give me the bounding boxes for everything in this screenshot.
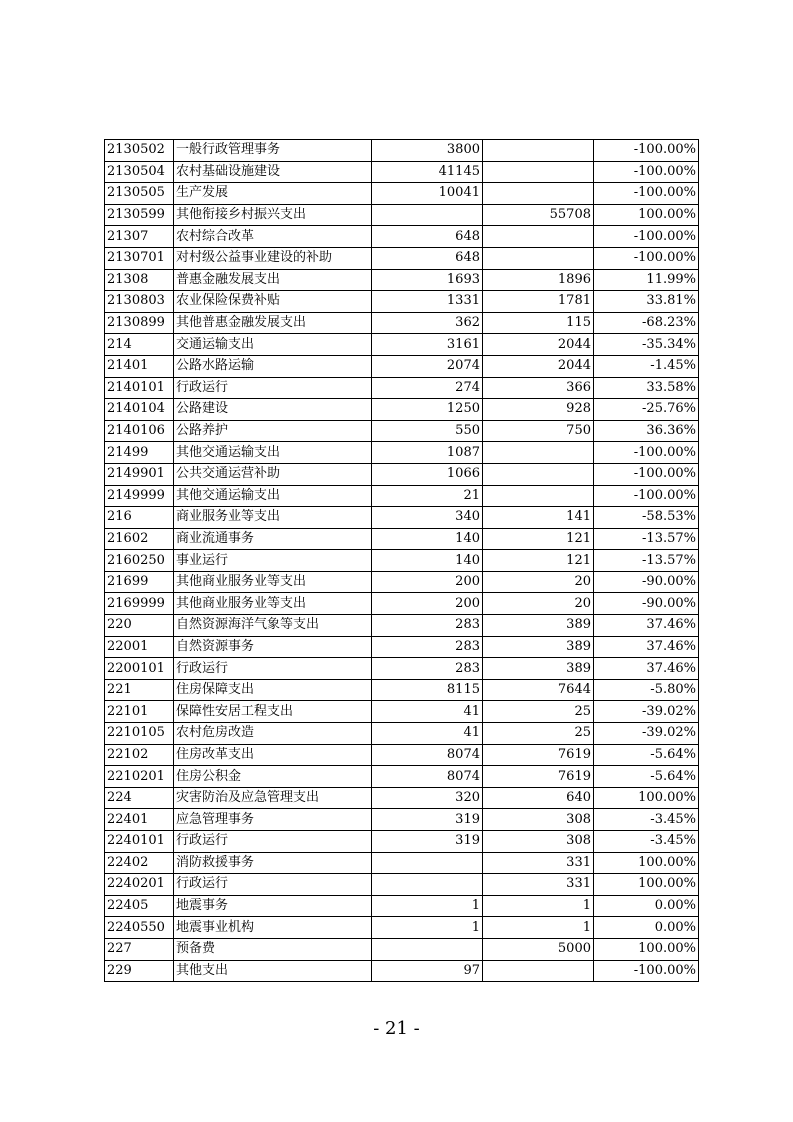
- table-row: [105, 528, 699, 550]
- cell-amount-b: [483, 140, 594, 162]
- cell-name: 保障性安居工程支出: [174, 701, 372, 723]
- table-row: [105, 291, 699, 313]
- cell-amount-a: 319: [372, 831, 483, 853]
- cell-name: 住房公积金: [174, 766, 372, 788]
- cell-amount-a: 3800: [372, 140, 483, 162]
- cell-change-pct: 0.00%: [594, 917, 699, 939]
- cell-change-pct: 36.36%: [594, 420, 699, 442]
- cell-code: 21308: [105, 269, 174, 291]
- cell-change-pct: -13.57%: [594, 528, 699, 550]
- cell-name: 公路养护: [174, 420, 372, 442]
- cell-code: 21307: [105, 226, 174, 248]
- cell-amount-a: 362: [372, 312, 483, 334]
- cell-change-pct: -68.23%: [594, 312, 699, 334]
- cell-name: 行政运行: [174, 874, 372, 896]
- cell-name: 其他商业服务业等支出: [174, 593, 372, 615]
- cell-name: 消防救援事务: [174, 852, 372, 874]
- cell-code: 22405: [105, 895, 174, 917]
- cell-amount-b: 389: [483, 615, 594, 637]
- cell-amount-b: 5000: [483, 938, 594, 960]
- cell-code: 2149901: [105, 463, 174, 485]
- cell-amount-a: 41: [372, 723, 483, 745]
- cell-change-pct: -100.00%: [594, 183, 699, 205]
- cell-name: 农村危房改造: [174, 723, 372, 745]
- cell-amount-b: [483, 442, 594, 464]
- cell-name: 商业服务业等支出: [174, 507, 372, 529]
- cell-change-pct: -58.53%: [594, 507, 699, 529]
- cell-amount-b: 1: [483, 917, 594, 939]
- table-row: [105, 507, 699, 529]
- cell-amount-a: 140: [372, 528, 483, 550]
- cell-name: 公路水路运输: [174, 355, 372, 377]
- cell-code: 2130599: [105, 204, 174, 226]
- cell-name: 一般行政管理事务: [174, 140, 372, 162]
- cell-amount-b: 121: [483, 528, 594, 550]
- cell-amount-a: 41: [372, 701, 483, 723]
- cell-amount-b: 20: [483, 571, 594, 593]
- cell-code: 2130505: [105, 183, 174, 205]
- cell-amount-a: [372, 874, 483, 896]
- cell-amount-a: 21: [372, 485, 483, 507]
- table-row: [105, 442, 699, 464]
- table-row: [105, 247, 699, 269]
- cell-change-pct: -3.45%: [594, 809, 699, 831]
- cell-amount-b: 928: [483, 399, 594, 421]
- cell-change-pct: 37.46%: [594, 615, 699, 637]
- cell-change-pct: -3.45%: [594, 831, 699, 853]
- cell-code: 220: [105, 615, 174, 637]
- cell-change-pct: -39.02%: [594, 723, 699, 745]
- table-row: [105, 636, 699, 658]
- cell-name: 公共交通运营补助: [174, 463, 372, 485]
- cell-code: 2130502: [105, 140, 174, 162]
- cell-amount-a: 97: [372, 960, 483, 982]
- cell-change-pct: -39.02%: [594, 701, 699, 723]
- cell-change-pct: 100.00%: [594, 874, 699, 896]
- cell-code: 214: [105, 334, 174, 356]
- cell-name: 行政运行: [174, 377, 372, 399]
- table-row: [105, 485, 699, 507]
- cell-name: 灾害防治及应急管理支出: [174, 787, 372, 809]
- cell-change-pct: -35.34%: [594, 334, 699, 356]
- cell-code: 2149999: [105, 485, 174, 507]
- cell-change-pct: -100.00%: [594, 161, 699, 183]
- cell-name: 地震事业机构: [174, 917, 372, 939]
- table-row: [105, 204, 699, 226]
- cell-amount-b: 7619: [483, 766, 594, 788]
- cell-amount-a: [372, 852, 483, 874]
- cell-change-pct: 100.00%: [594, 204, 699, 226]
- cell-amount-b: 7619: [483, 744, 594, 766]
- cell-code: 2140104: [105, 399, 174, 421]
- cell-amount-a: 1331: [372, 291, 483, 313]
- cell-name: 交通运输支出: [174, 334, 372, 356]
- table-row: [105, 355, 699, 377]
- cell-code: 2140106: [105, 420, 174, 442]
- cell-amount-a: 283: [372, 636, 483, 658]
- table-row: [105, 377, 699, 399]
- cell-change-pct: 100.00%: [594, 852, 699, 874]
- cell-name: 农业保险保费补贴: [174, 291, 372, 313]
- table-row: [105, 938, 699, 960]
- cell-amount-b: 1896: [483, 269, 594, 291]
- table-row: [105, 852, 699, 874]
- cell-amount-b: 331: [483, 852, 594, 874]
- cell-code: 2160250: [105, 550, 174, 572]
- cell-change-pct: -13.57%: [594, 550, 699, 572]
- cell-name: 行政运行: [174, 831, 372, 853]
- cell-amount-a: 1066: [372, 463, 483, 485]
- cell-amount-b: 750: [483, 420, 594, 442]
- cell-amount-a: 10041: [372, 183, 483, 205]
- cell-change-pct: -100.00%: [594, 140, 699, 162]
- cell-change-pct: -100.00%: [594, 442, 699, 464]
- cell-amount-b: [483, 463, 594, 485]
- cell-code: 2240550: [105, 917, 174, 939]
- cell-amount-b: [483, 485, 594, 507]
- cell-amount-b: 366: [483, 377, 594, 399]
- cell-amount-a: 340: [372, 507, 483, 529]
- table-row: [105, 226, 699, 248]
- table-row: [105, 399, 699, 421]
- cell-change-pct: -100.00%: [594, 226, 699, 248]
- cell-change-pct: -5.64%: [594, 766, 699, 788]
- cell-amount-b: 55708: [483, 204, 594, 226]
- cell-code: 2210105: [105, 723, 174, 745]
- table-row: [105, 615, 699, 637]
- cell-amount-b: 1781: [483, 291, 594, 313]
- table-row: [105, 334, 699, 356]
- cell-code: 21499: [105, 442, 174, 464]
- cell-code: 229: [105, 960, 174, 982]
- cell-code: 2240201: [105, 874, 174, 896]
- cell-amount-a: 1: [372, 895, 483, 917]
- cell-amount-a: 648: [372, 226, 483, 248]
- cell-code: 221: [105, 679, 174, 701]
- cell-amount-b: 20: [483, 593, 594, 615]
- table-row: [105, 809, 699, 831]
- cell-change-pct: -100.00%: [594, 485, 699, 507]
- cell-amount-b: 2044: [483, 355, 594, 377]
- cell-change-pct: -100.00%: [594, 247, 699, 269]
- cell-code: 2130504: [105, 161, 174, 183]
- cell-name: 预备费: [174, 938, 372, 960]
- cell-change-pct: -5.80%: [594, 679, 699, 701]
- cell-name: 其他普惠金融发展支出: [174, 312, 372, 334]
- table-row: [105, 787, 699, 809]
- cell-code: 2130701: [105, 247, 174, 269]
- cell-amount-b: [483, 183, 594, 205]
- cell-amount-a: [372, 938, 483, 960]
- cell-amount-a: 8115: [372, 679, 483, 701]
- cell-name: 其他商业服务业等支出: [174, 571, 372, 593]
- table-row: [105, 895, 699, 917]
- cell-amount-a: 8074: [372, 744, 483, 766]
- cell-name: 地震事务: [174, 895, 372, 917]
- table-row: [105, 744, 699, 766]
- table-row: [105, 917, 699, 939]
- cell-amount-b: 308: [483, 809, 594, 831]
- cell-amount-b: 25: [483, 723, 594, 745]
- table-row: [105, 161, 699, 183]
- cell-amount-a: 319: [372, 809, 483, 831]
- table-row: [105, 269, 699, 291]
- table-row: [105, 679, 699, 701]
- cell-amount-b: 308: [483, 831, 594, 853]
- cell-name: 行政运行: [174, 658, 372, 680]
- cell-code: 22402: [105, 852, 174, 874]
- cell-amount-b: [483, 960, 594, 982]
- cell-code: 227: [105, 938, 174, 960]
- budget-table: [104, 139, 699, 982]
- cell-amount-a: 648: [372, 247, 483, 269]
- cell-name: 农村综合改革: [174, 226, 372, 248]
- cell-code: 2240101: [105, 831, 174, 853]
- cell-change-pct: 33.58%: [594, 377, 699, 399]
- table-row: [105, 463, 699, 485]
- cell-change-pct: 37.46%: [594, 636, 699, 658]
- cell-amount-a: 1087: [372, 442, 483, 464]
- cell-code: 21699: [105, 571, 174, 593]
- cell-code: 2130803: [105, 291, 174, 313]
- cell-amount-a: 200: [372, 593, 483, 615]
- cell-change-pct: -100.00%: [594, 960, 699, 982]
- table-row: [105, 312, 699, 334]
- table-row: [105, 766, 699, 788]
- cell-amount-a: 8074: [372, 766, 483, 788]
- cell-name: 自然资源海洋气象等支出: [174, 615, 372, 637]
- cell-name: 其他衔接乡村振兴支出: [174, 204, 372, 226]
- cell-amount-a: 550: [372, 420, 483, 442]
- cell-name: 其他支出: [174, 960, 372, 982]
- cell-code: 216: [105, 507, 174, 529]
- table-row: [105, 140, 699, 162]
- table-row: [105, 701, 699, 723]
- cell-name: 应急管理事务: [174, 809, 372, 831]
- cell-name: 生产发展: [174, 183, 372, 205]
- cell-name: 商业流通事务: [174, 528, 372, 550]
- cell-amount-a: 200: [372, 571, 483, 593]
- cell-amount-a: 1250: [372, 399, 483, 421]
- cell-amount-a: 283: [372, 658, 483, 680]
- cell-amount-a: 1693: [372, 269, 483, 291]
- cell-amount-a: 3161: [372, 334, 483, 356]
- cell-code: 2140101: [105, 377, 174, 399]
- cell-code: 22101: [105, 701, 174, 723]
- cell-code: 224: [105, 787, 174, 809]
- cell-name: 普惠金融发展支出: [174, 269, 372, 291]
- table-row: [105, 550, 699, 572]
- cell-change-pct: -90.00%: [594, 593, 699, 615]
- cell-amount-b: 2044: [483, 334, 594, 356]
- table-row: [105, 831, 699, 853]
- cell-name: 住房保障支出: [174, 679, 372, 701]
- cell-amount-b: 640: [483, 787, 594, 809]
- cell-name: 公路建设: [174, 399, 372, 421]
- cell-amount-a: 283: [372, 615, 483, 637]
- cell-amount-b: [483, 226, 594, 248]
- cell-change-pct: 0.00%: [594, 895, 699, 917]
- cell-code: 2210201: [105, 766, 174, 788]
- cell-code: 22401: [105, 809, 174, 831]
- cell-amount-b: 389: [483, 636, 594, 658]
- cell-change-pct: -1.45%: [594, 355, 699, 377]
- table-body: [105, 140, 699, 982]
- cell-code: 2169999: [105, 593, 174, 615]
- cell-amount-a: [372, 204, 483, 226]
- page-number: - 21 -: [373, 1018, 420, 1039]
- cell-amount-b: 331: [483, 874, 594, 896]
- cell-change-pct: -5.64%: [594, 744, 699, 766]
- cell-code: 2200101: [105, 658, 174, 680]
- cell-amount-a: 41145: [372, 161, 483, 183]
- cell-change-pct: -90.00%: [594, 571, 699, 593]
- cell-amount-b: 25: [483, 701, 594, 723]
- cell-amount-a: 140: [372, 550, 483, 572]
- table-row: [105, 571, 699, 593]
- cell-name: 对村级公益事业建设的补助: [174, 247, 372, 269]
- cell-amount-a: 320: [372, 787, 483, 809]
- cell-amount-b: [483, 161, 594, 183]
- table-row: [105, 874, 699, 896]
- cell-change-pct: 37.46%: [594, 658, 699, 680]
- table-row: [105, 658, 699, 680]
- cell-code: 21602: [105, 528, 174, 550]
- cell-name: 事业运行: [174, 550, 372, 572]
- cell-code: 22102: [105, 744, 174, 766]
- table-row: [105, 183, 699, 205]
- cell-amount-b: [483, 247, 594, 269]
- cell-name: 住房改革支出: [174, 744, 372, 766]
- cell-amount-b: 121: [483, 550, 594, 572]
- cell-change-pct: 11.99%: [594, 269, 699, 291]
- cell-code: 22001: [105, 636, 174, 658]
- table-row: [105, 723, 699, 745]
- cell-amount-b: 141: [483, 507, 594, 529]
- cell-name: 其他交通运输支出: [174, 442, 372, 464]
- table-row: [105, 593, 699, 615]
- cell-name: 农村基础设施建设: [174, 161, 372, 183]
- table-row: [105, 960, 699, 982]
- cell-change-pct: 33.81%: [594, 291, 699, 313]
- cell-amount-a: 2074: [372, 355, 483, 377]
- cell-name: 其他交通运输支出: [174, 485, 372, 507]
- cell-code: 2130899: [105, 312, 174, 334]
- cell-amount-b: 115: [483, 312, 594, 334]
- table-row: [105, 420, 699, 442]
- cell-amount-b: 1: [483, 895, 594, 917]
- cell-change-pct: -100.00%: [594, 463, 699, 485]
- cell-amount-a: 274: [372, 377, 483, 399]
- cell-amount-a: 1: [372, 917, 483, 939]
- cell-name: 自然资源事务: [174, 636, 372, 658]
- cell-amount-b: 7644: [483, 679, 594, 701]
- cell-code: 21401: [105, 355, 174, 377]
- cell-amount-b: 389: [483, 658, 594, 680]
- cell-change-pct: -25.76%: [594, 399, 699, 421]
- cell-change-pct: 100.00%: [594, 938, 699, 960]
- cell-change-pct: 100.00%: [594, 787, 699, 809]
